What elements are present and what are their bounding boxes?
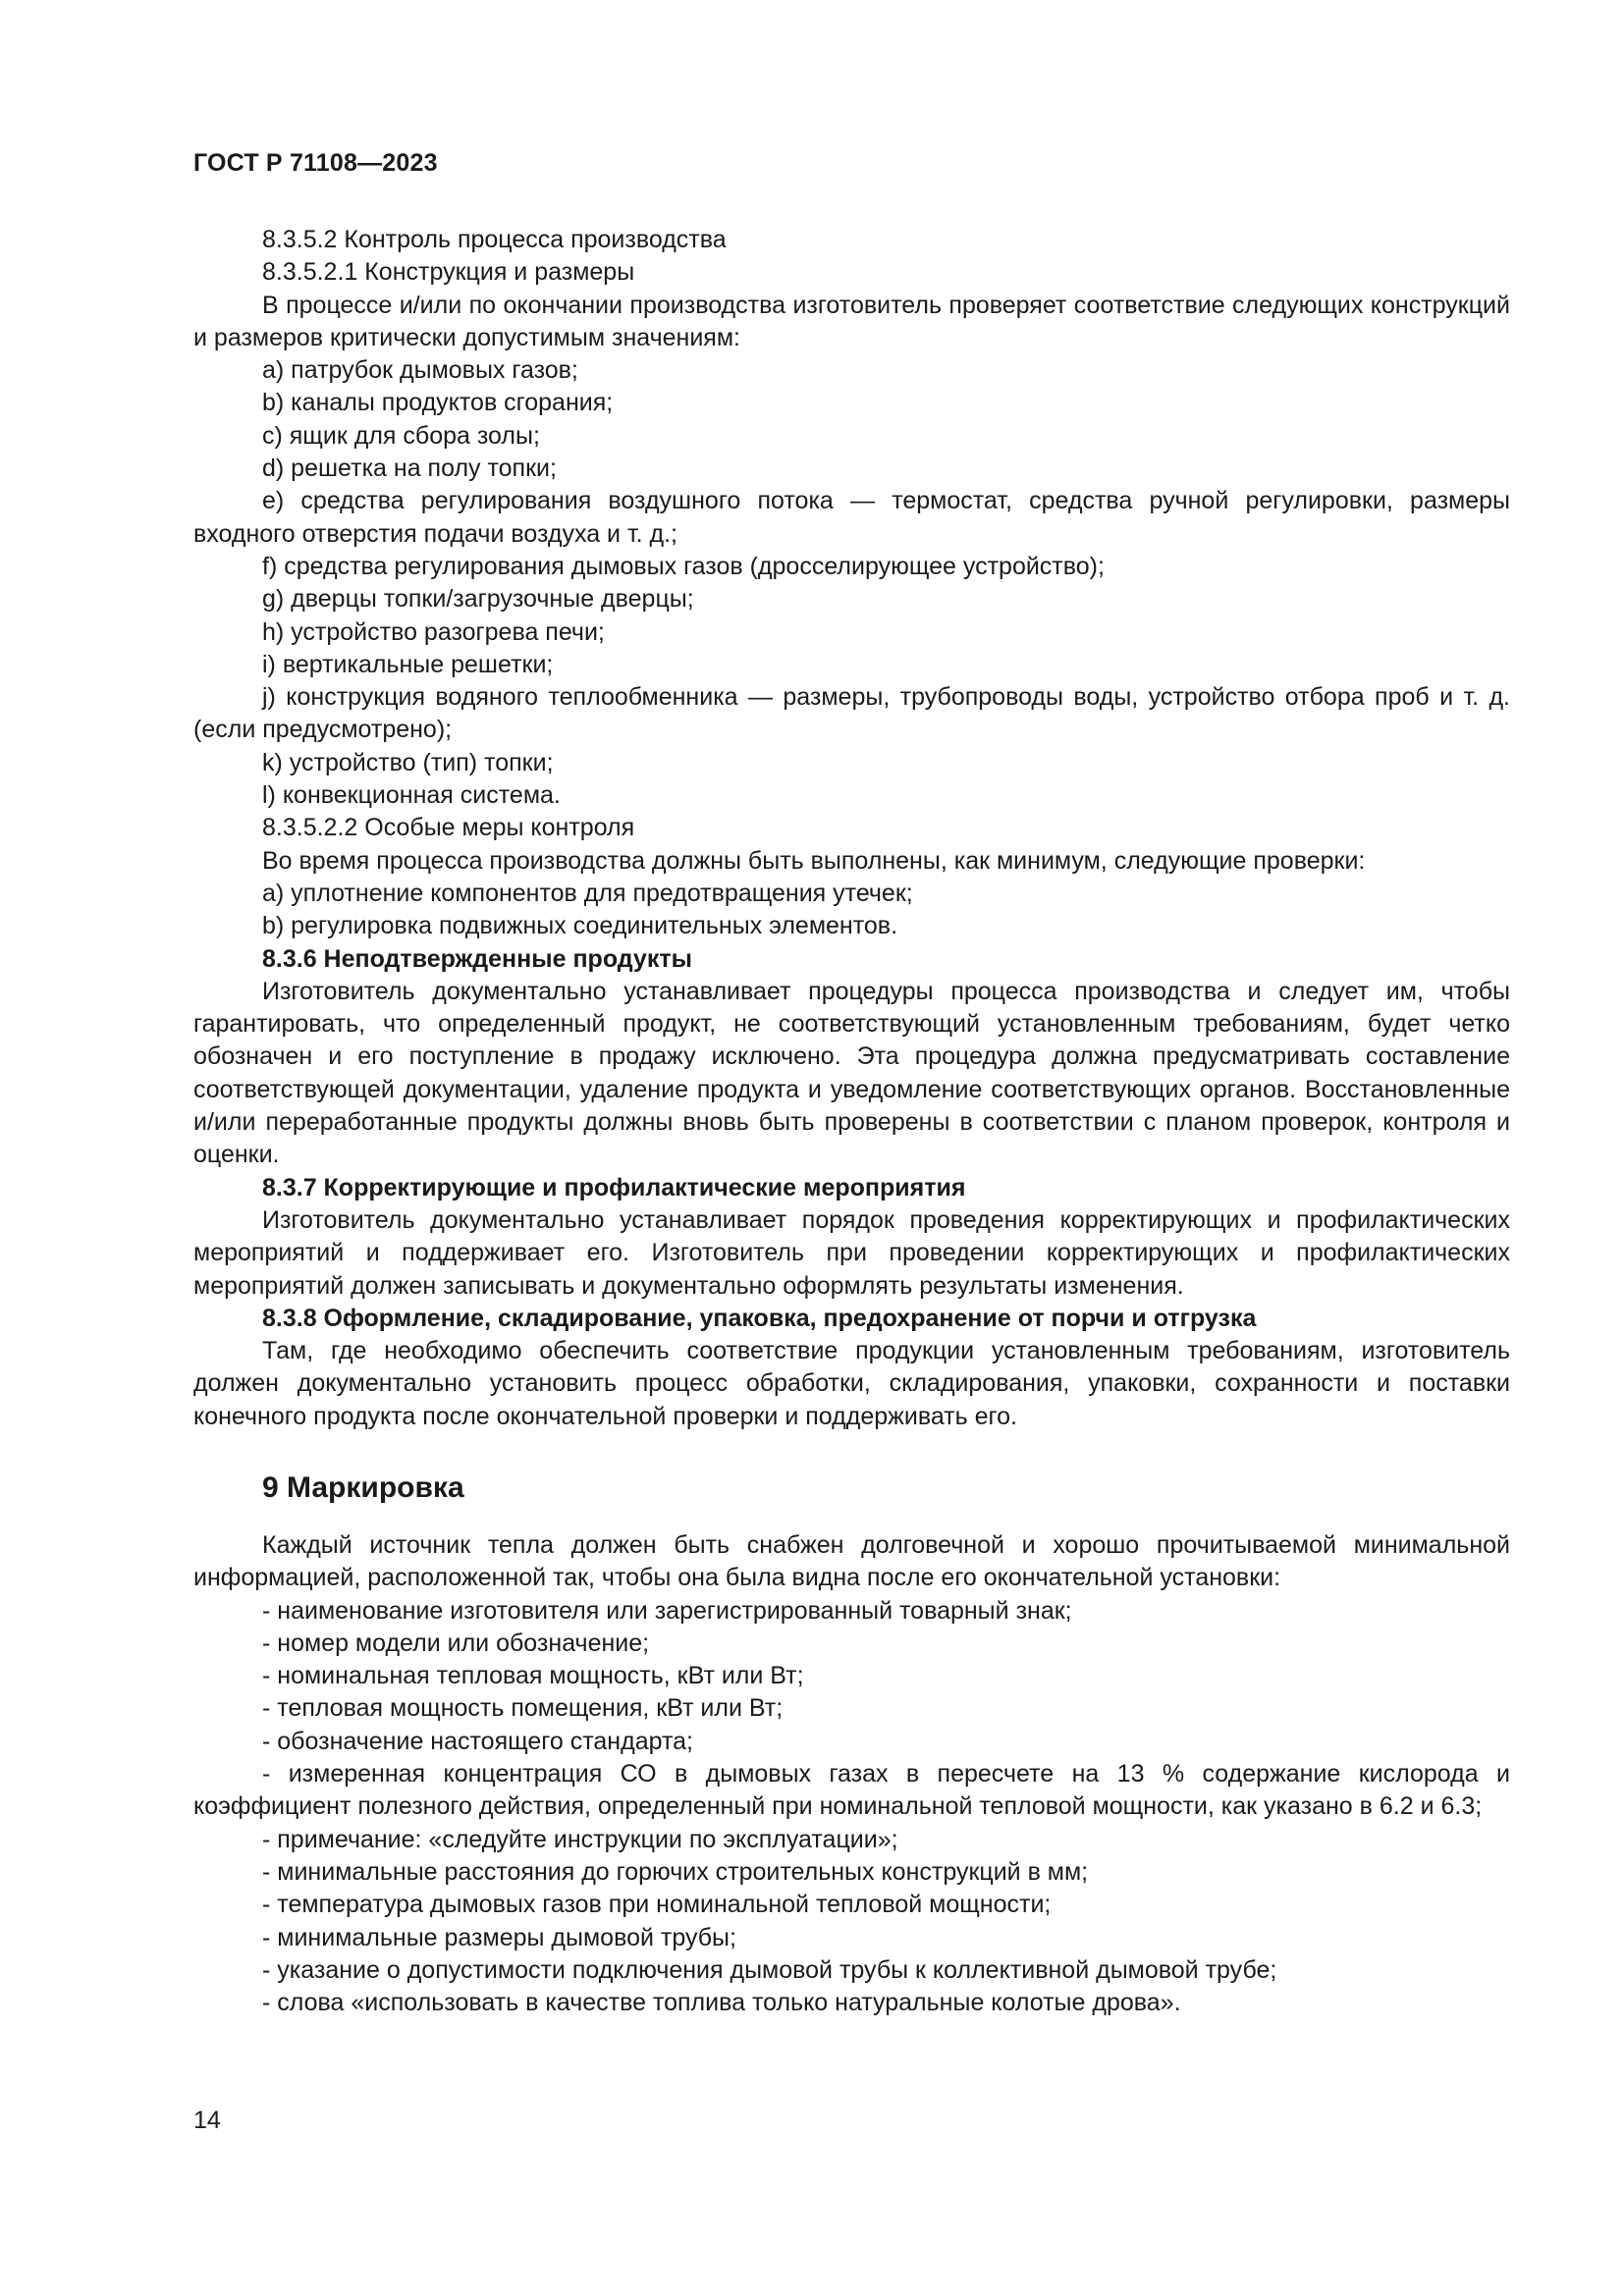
list-item: l) конвекционная система.: [262, 781, 561, 810]
list-item: a) патрубок дымовых газов;: [262, 356, 578, 385]
list-item: b) регулировка подвижных соединительных элементов.: [262, 912, 898, 940]
list-item: - слова «использовать в качестве топлива только натуральные колотые дрова».: [262, 1989, 1181, 2017]
list-item: h) устройство разогрева печи;: [262, 617, 605, 646]
list-item: - указание о допустимости подключения дымовой трубы к коллективной дымовой трубе;: [262, 1955, 1277, 1984]
section-heading: 8.3.6 Неподтвержденные продукты: [262, 944, 692, 973]
clause-title: 8.3.5.2 Контроль процесса производства: [262, 226, 727, 253]
list-item: - наименование изготовителя или зарегистрированный товарный знак;: [262, 1596, 1072, 1625]
list-item: d) решетка на полу топки;: [262, 454, 557, 483]
document-header: ГОСТ Р 71108—2023: [193, 149, 438, 177]
list-item: - измеренная концентрация СО в дымовых газах в пересчете на 13 % содержание кислорода и коэффициент полезного действия, определенный при номинальной тепловой мощности, как указано в 6.2 и 6.3;: [193, 1760, 1510, 1821]
list-item: g) дверцы топки/загрузочные дверцы;: [262, 585, 694, 614]
paragraph: Там, где необходимо обеспечить соответствие продукции установленным требованиям, изготовитель должен документально установить процесс обработки, складирования, упаковки, сохранности и поставки конечного продукта после окончательной проверки и поддерживать его.: [193, 1337, 1510, 1430]
list-item: - номер модели или обозначение;: [262, 1629, 650, 1657]
paragraph: В процессе и/или по окончании производства изготовитель проверяет соответствие следующих конструкций и размеров критически допустимым значениям:: [193, 291, 1510, 351]
list-item: - минимальные размеры дымовой трубы;: [262, 1923, 736, 1951]
list-item: - номинальная тепловая мощность, кВт или Вт;: [262, 1662, 804, 1690]
list-item: - тепловая мощность помещения, кВт или Вт;: [262, 1694, 784, 1723]
paragraph: Изготовитель документально устанавливает порядок проведения корректирующих и профилактических мероприятий и поддерживает его. Изготовитель при проведении корректирующих и профилактических мероприятий должен записывать и документально оформлять результаты изменения.: [193, 1205, 1510, 1300]
list-item: i) вертикальные решетки;: [262, 650, 554, 678]
list-item: a) уплотнение компонентов для предотвращения утечек;: [262, 879, 913, 907]
clause-title: 8.3.5.2.2 Особые меры контроля: [262, 814, 635, 842]
list-item: - минимальные расстояния до горючих строительных конструкций в мм;: [262, 1857, 1089, 1886]
list-item: k) устройство (тип) топки;: [262, 748, 554, 776]
paragraph: Каждый источник тепла должен быть снабжен долговечной и хорошо прочитываемой минимальной информацией, расположенной так, чтобы она была видна после его окончательной установки:: [193, 1530, 1510, 1592]
paragraph: Изготовитель документально устанавливает процедуры процесса производства и следует им, чтобы гарантировать, что определенный продукт, не соответствующий установленным требованиям, будет четко обозначен и его поступление в продажу исключено. Эта процедура должна предусматривать составление соответствующей документации, удаление продукта и уведомление соответствующих органов. Восстановленные и/или переработанные продукты должны вновь быть проверены в соответствии с планом проверок, контроля и оценки.: [193, 977, 1510, 1169]
paragraph: Во время процесса производства должны быть выполнены, как минимум, следующие проверки:: [262, 846, 1366, 875]
list-item: b) каналы продуктов сгорания;: [262, 389, 614, 417]
list-item: j) конструкция водяного теплообменника — размеры, трубопроводы воды, устройство отбора проб и т. д. (если предусмотрено);: [193, 683, 1510, 744]
document-body: [193, 224, 1510, 2019]
list-item: - обозначение настоящего стандарта;: [262, 1727, 693, 1755]
section-heading: 8.3.8 Оформление, складирование, упаковка, предохранение от порчи и отгрузка: [262, 1304, 1257, 1332]
list-item: f) средства регулирования дымовых газов (дросселирующее устройство);: [262, 552, 1105, 580]
list-item: c) ящик для сбора золы;: [262, 421, 540, 450]
list-item: - температура дымовых газов при номинальной тепловой мощности;: [262, 1891, 1052, 1919]
section-heading: 8.3.7 Корректирующие и профилактические мероприятия: [262, 1173, 966, 1201]
list-item: - примечание: «следуйте инструкции по эксплуатации»;: [262, 1825, 898, 1853]
page-number: 14: [193, 2107, 221, 2134]
list-item: e) средства регулирования воздушного потока — термостат, средства ручной регулировки, размеры входного отверстия подачи воздуха и т. д.;: [193, 487, 1510, 548]
clause-title: 8.3.5.2.1 Конструкция и размеры: [262, 258, 635, 287]
chapter-heading: 9 Маркировка: [262, 1470, 464, 1504]
